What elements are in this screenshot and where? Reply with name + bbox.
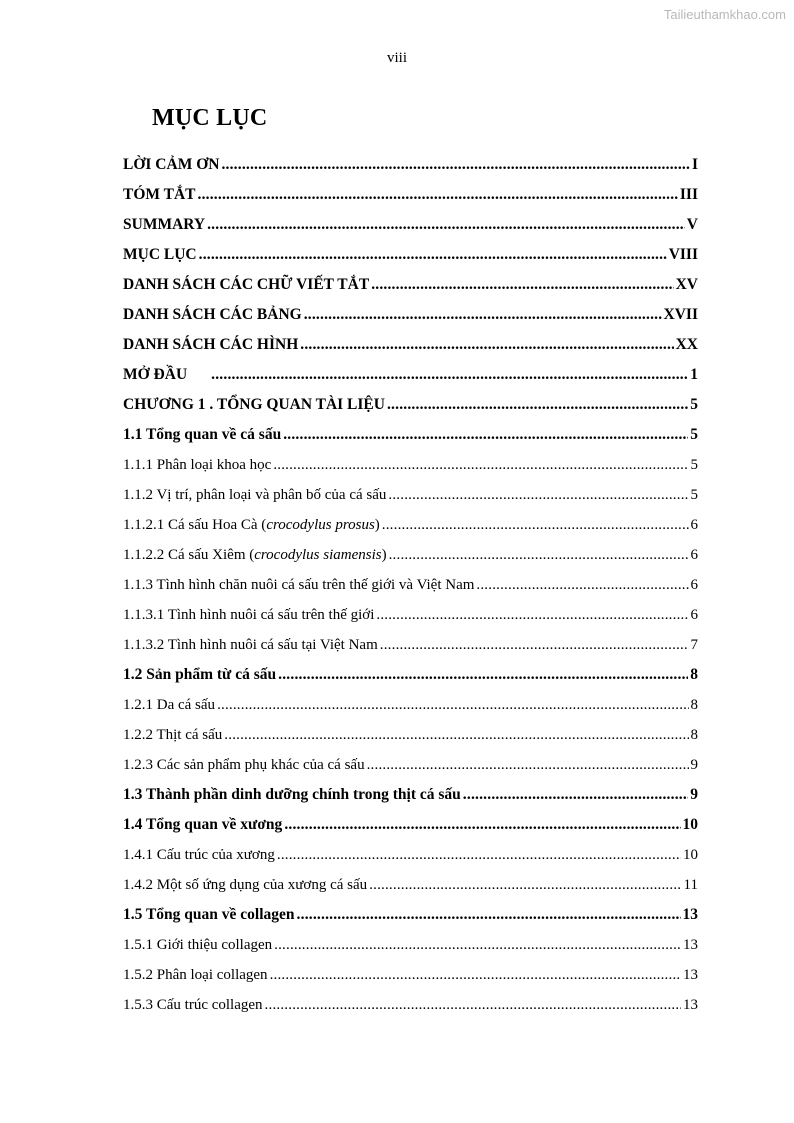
toc-entry-page: XVII [663, 306, 698, 323]
toc-entry-label [123, 360, 209, 390]
toc-dot-leader [221, 150, 690, 180]
toc-dot-leader [284, 810, 680, 840]
page-number: viii [386, 50, 407, 66]
toc-entry-1-4[interactable] [123, 810, 698, 840]
toc-entry-page: III [679, 186, 698, 203]
toc-entry-chapter-1[interactable] [123, 390, 698, 420]
toc-entry-page: 11 [683, 877, 698, 893]
toc-dot-leader [389, 540, 689, 570]
toc-entry-page: 7 [690, 637, 698, 653]
toc-dot-leader [387, 390, 688, 420]
toc-entry-label [123, 510, 380, 540]
toc-dot-leader [380, 630, 689, 660]
toc-dot-leader [207, 210, 685, 240]
toc-dot-leader [371, 270, 673, 300]
toc-entry-label-text: 1.1.2.2 Cá sấu Xiêm ( [123, 547, 255, 563]
toc-dot-leader [278, 660, 688, 690]
toc-entry-label: DANH SÁCH CÁC CHỮ VIẾT TẮT [123, 276, 370, 293]
toc-entry-label: DANH SÁCH CÁC HÌNH [123, 336, 299, 353]
toc-dot-leader [198, 180, 678, 210]
toc-entry-label: 1.1.3 Tình hình chăn nuôi cá sấu trên thế giới và Việt Nam [123, 577, 475, 593]
toc-dot-leader [367, 750, 689, 780]
toc-entry-page: 8 [690, 697, 698, 713]
toc-entry-list-of-figures[interactable] [123, 330, 698, 360]
toc-dot-leader [297, 900, 681, 930]
toc-dot-leader [300, 330, 673, 360]
toc-entry-label [123, 540, 387, 570]
toc-list [123, 150, 698, 1020]
toc-entry-summary[interactable] [123, 210, 698, 240]
toc-entry-1-5-1[interactable] [123, 930, 698, 960]
toc-entry-1-1-1[interactable] [123, 450, 698, 480]
toc-dot-leader [277, 840, 681, 870]
toc-entry-mo-dau[interactable] [123, 360, 698, 390]
toc-dot-leader [376, 600, 688, 630]
toc-entry-1-3[interactable] [123, 780, 698, 810]
toc-entry-label: 1.5.1 Giới thiệu collagen [123, 937, 273, 953]
toc-entry-page: 13 [683, 997, 698, 1013]
toc-entry-label: DANH SÁCH CÁC BẢNG [123, 306, 302, 323]
watermark-text: Tailieuthamkhao.com [663, 7, 786, 22]
toc-entry-page: 13 [683, 937, 698, 953]
toc-entry-1-1-2-1[interactable] [123, 510, 698, 540]
toc-entry-page: 6 [690, 517, 698, 533]
toc-entry-label: 1.4.1 Cấu trúc của xương [123, 847, 275, 863]
toc-dot-leader [369, 870, 681, 900]
toc-entry-label: 1.4.2 Một số ứng dụng của xương cá sấu [123, 877, 368, 893]
toc-dot-leader [382, 510, 689, 540]
toc-entry-label: 1.5 Tổng quan về collagen [123, 906, 295, 923]
toc-entry-page: 8 [690, 727, 698, 743]
toc-entry-page: 13 [682, 906, 698, 923]
toc-entry-1-4-1[interactable] [123, 840, 698, 870]
toc-entry-label: 1.4 Tổng quan về xương [123, 816, 283, 833]
toc-entry-muc-luc[interactable] [123, 240, 698, 270]
toc-entry-tom-tat[interactable] [123, 180, 698, 210]
toc-entry-page: VIII [668, 246, 698, 263]
toc-entry-1-5-3[interactable] [123, 990, 698, 1020]
toc-dot-leader [211, 360, 688, 390]
toc-entry-1-1-3[interactable] [123, 570, 698, 600]
toc-dot-leader [283, 420, 688, 450]
toc-entry-label-italic: crocodylus siamensis [254, 547, 382, 563]
toc-entry-label: 1.2 Sản phẩm từ cá sấu [123, 666, 277, 683]
toc-entry-label-italic: crocodylus prosus [266, 517, 375, 533]
toc-entry-1-2-1[interactable] [123, 690, 698, 720]
toc-entry-1-2-3[interactable] [123, 750, 698, 780]
toc-entry-loi-cam-on[interactable] [123, 150, 698, 180]
toc-entry-label: 1.1.2 Vị trí, phân loại và phân bố của cá sấu [123, 487, 387, 503]
toc-entry-label-text: 1.1.2.1 Cá sấu Hoa Cà ( [123, 517, 267, 533]
toc-entry-1-2-2[interactable] [123, 720, 698, 750]
toc-entry-label: CHƯƠNG 1 . TỔNG QUAN TÀI LIỆU [123, 396, 385, 413]
toc-dot-leader [476, 570, 688, 600]
toc-entry-list-of-tables[interactable] [123, 300, 698, 330]
toc-entry-page: 6 [690, 577, 698, 593]
toc-entry-label: 1.5.3 Cấu trúc collagen [123, 997, 263, 1013]
toc-entry-label: TÓM TẮT [123, 186, 196, 203]
toc-entry-page: 5 [690, 487, 698, 503]
toc-dot-leader [199, 240, 667, 270]
toc-entry-1-1-3-1[interactable] [123, 600, 698, 630]
toc-entry-label: LỜI CẢM ƠN [123, 156, 220, 173]
toc-entry-1-1[interactable] [123, 420, 698, 450]
toc-entry-page: XV [675, 276, 698, 293]
toc-entry-label: 1.2.3 Các sản phẩm phụ khác của cá sấu [123, 757, 365, 773]
toc-entry-label: 1.3 Thành phần dinh dưỡng chính trong thịt cá sấu [123, 786, 461, 803]
toc-entry-label-suffix: ) [381, 547, 387, 563]
toc-entry-1-1-2-2[interactable] [123, 540, 698, 570]
toc-dot-leader [273, 450, 688, 480]
toc-entry-page: 5 [690, 457, 698, 473]
toc-entry-page: 6 [690, 607, 698, 623]
toc-entry-1-2[interactable] [123, 660, 698, 690]
toc-entry-page: 9 [690, 786, 698, 803]
toc-entry-label: 1.1.3.1 Tình hình nuôi cá sấu trên thế giới [123, 607, 375, 623]
toc-entry-page: 5 [690, 396, 698, 413]
toc-entry-1-5[interactable] [123, 900, 698, 930]
toc-entry-page: V [686, 216, 698, 233]
toc-dot-leader [217, 690, 688, 720]
toc-entry-page: 13 [683, 967, 698, 983]
toc-entry-label: 1.1.1 Phân loại khoa học [123, 457, 272, 473]
toc-entry-label: 1.1.3.2 Tình hình nuôi cá sấu tại Việt Nam [123, 637, 378, 653]
toc-entry-page: 9 [690, 757, 698, 773]
toc-entry-abbreviations[interactable] [123, 270, 698, 300]
toc-dot-leader [304, 300, 662, 330]
toc-entry-label-suffix: ) [374, 517, 380, 533]
toc-dot-leader [270, 960, 681, 990]
toc-entry-1-1-3-2[interactable] [123, 630, 698, 660]
toc-entry-page: 10 [682, 816, 698, 833]
toc-entry-label: 1.5.2 Phân loại collagen [123, 967, 268, 983]
toc-dot-leader [224, 720, 688, 750]
toc-dot-leader [463, 780, 688, 810]
toc-entry-1-4-2[interactable] [123, 870, 698, 900]
toc-entry-label: 1.2.1 Da cá sấu [123, 697, 216, 713]
toc-entry-label-text: MỞ ĐẦU [123, 366, 188, 383]
toc-entry-label: 1.1 Tổng quan về cá sấu [123, 426, 282, 443]
toc-entry-label: 1.2.2 Thịt cá sấu [123, 727, 223, 743]
page-title: MỤC LỤC [152, 105, 268, 131]
toc-entry-1-1-2[interactable] [123, 480, 698, 510]
toc-entry-page: 10 [683, 847, 698, 863]
toc-entry-page: 5 [690, 426, 698, 443]
toc-entry-label: MỤC LỤC [123, 246, 197, 263]
toc-entry-page: 1 [690, 366, 698, 383]
toc-dot-leader [274, 930, 681, 960]
toc-dot-leader [265, 990, 681, 1020]
toc-entry-label: SUMMARY [123, 216, 206, 233]
toc-entry-page: XX [675, 336, 698, 353]
toc-entry-page: 8 [690, 666, 698, 683]
toc-entry-page: I [691, 156, 698, 173]
toc-entry-1-5-2[interactable] [123, 960, 698, 990]
toc-dot-leader [388, 480, 688, 510]
toc-entry-page: 6 [690, 547, 698, 563]
